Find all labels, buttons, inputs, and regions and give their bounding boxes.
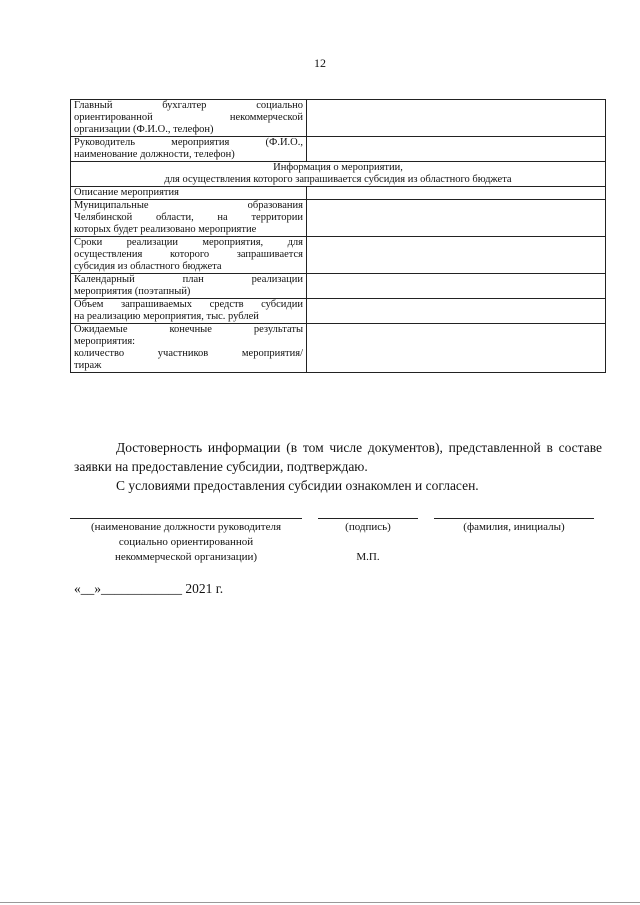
row-value-field[interactable] <box>307 200 606 237</box>
row-value-field[interactable] <box>307 100 606 137</box>
row-label: Объем запрашиваемых средств субсидии на реализацию мероприятия, тыс. рублей <box>71 299 307 324</box>
row-value-field[interactable] <box>307 274 606 299</box>
table-row <box>71 299 606 324</box>
page-number: 12 <box>314 56 326 70</box>
position-caption: (наименование должности руководителя социально ориентированной некоммерческой организации) <box>90 521 282 563</box>
table-row <box>71 200 606 237</box>
signature-caption: (подпись) <box>345 521 391 533</box>
application-form-table <box>70 99 606 373</box>
page-bottom-rule <box>0 902 640 903</box>
table-row <box>71 100 606 137</box>
row-label: Сроки реализации мероприятия, для осуществления которого запрашивается субсидия из областного бюджета <box>71 237 307 274</box>
table-row <box>71 324 606 373</box>
row-label: Муниципальные образования Челябинской области, на территории которых будет реализовано мероприятие <box>71 200 307 237</box>
table-row <box>71 237 606 274</box>
row-value-field[interactable] <box>307 137 606 162</box>
section-heading: Информация о мероприятии, для осуществления которого запрашивается субсидия из областного бюджета <box>71 162 606 187</box>
row-label: Описание мероприятия <box>71 187 307 200</box>
row-label: Главный бухгалтер социально ориентированной некоммерческой организации (Ф.И.О., телефон) <box>71 100 307 137</box>
row-value-field[interactable] <box>307 299 606 324</box>
row-value-field[interactable] <box>307 237 606 274</box>
row-label: Ожидаемые конечные результаты мероприятия: количество участников мероприятия/ тираж <box>71 324 307 373</box>
position-signature-line <box>70 518 302 519</box>
row-label: Руководитель мероприятия (Ф.И.О., наименование должности, телефон) <box>71 137 307 162</box>
terms-agreement: С условиями предоставления субсидии ознакомлен и согласен. <box>116 478 479 493</box>
table-row <box>71 274 606 299</box>
declaration-text <box>74 438 602 495</box>
section-heading-row <box>71 162 606 187</box>
row-label: Календарный план реализации мероприятия (поэтапный) <box>71 274 307 299</box>
signature-line <box>318 518 418 519</box>
table-row <box>71 137 606 162</box>
name-caption: (фамилия, инициалы) <box>463 521 565 533</box>
accuracy-confirmation: Достоверность информации (в том числе документов), представленной в составе заявки на предоставление субсидии, подтверждаю. <box>74 440 602 474</box>
row-value-field[interactable] <box>307 324 606 373</box>
date-line: «__»____________ 2021 г. <box>74 581 224 596</box>
name-signature-line <box>434 518 594 519</box>
row-value-field[interactable] <box>307 187 606 200</box>
table-row <box>71 187 606 200</box>
seal-label: М.П. <box>356 551 380 563</box>
